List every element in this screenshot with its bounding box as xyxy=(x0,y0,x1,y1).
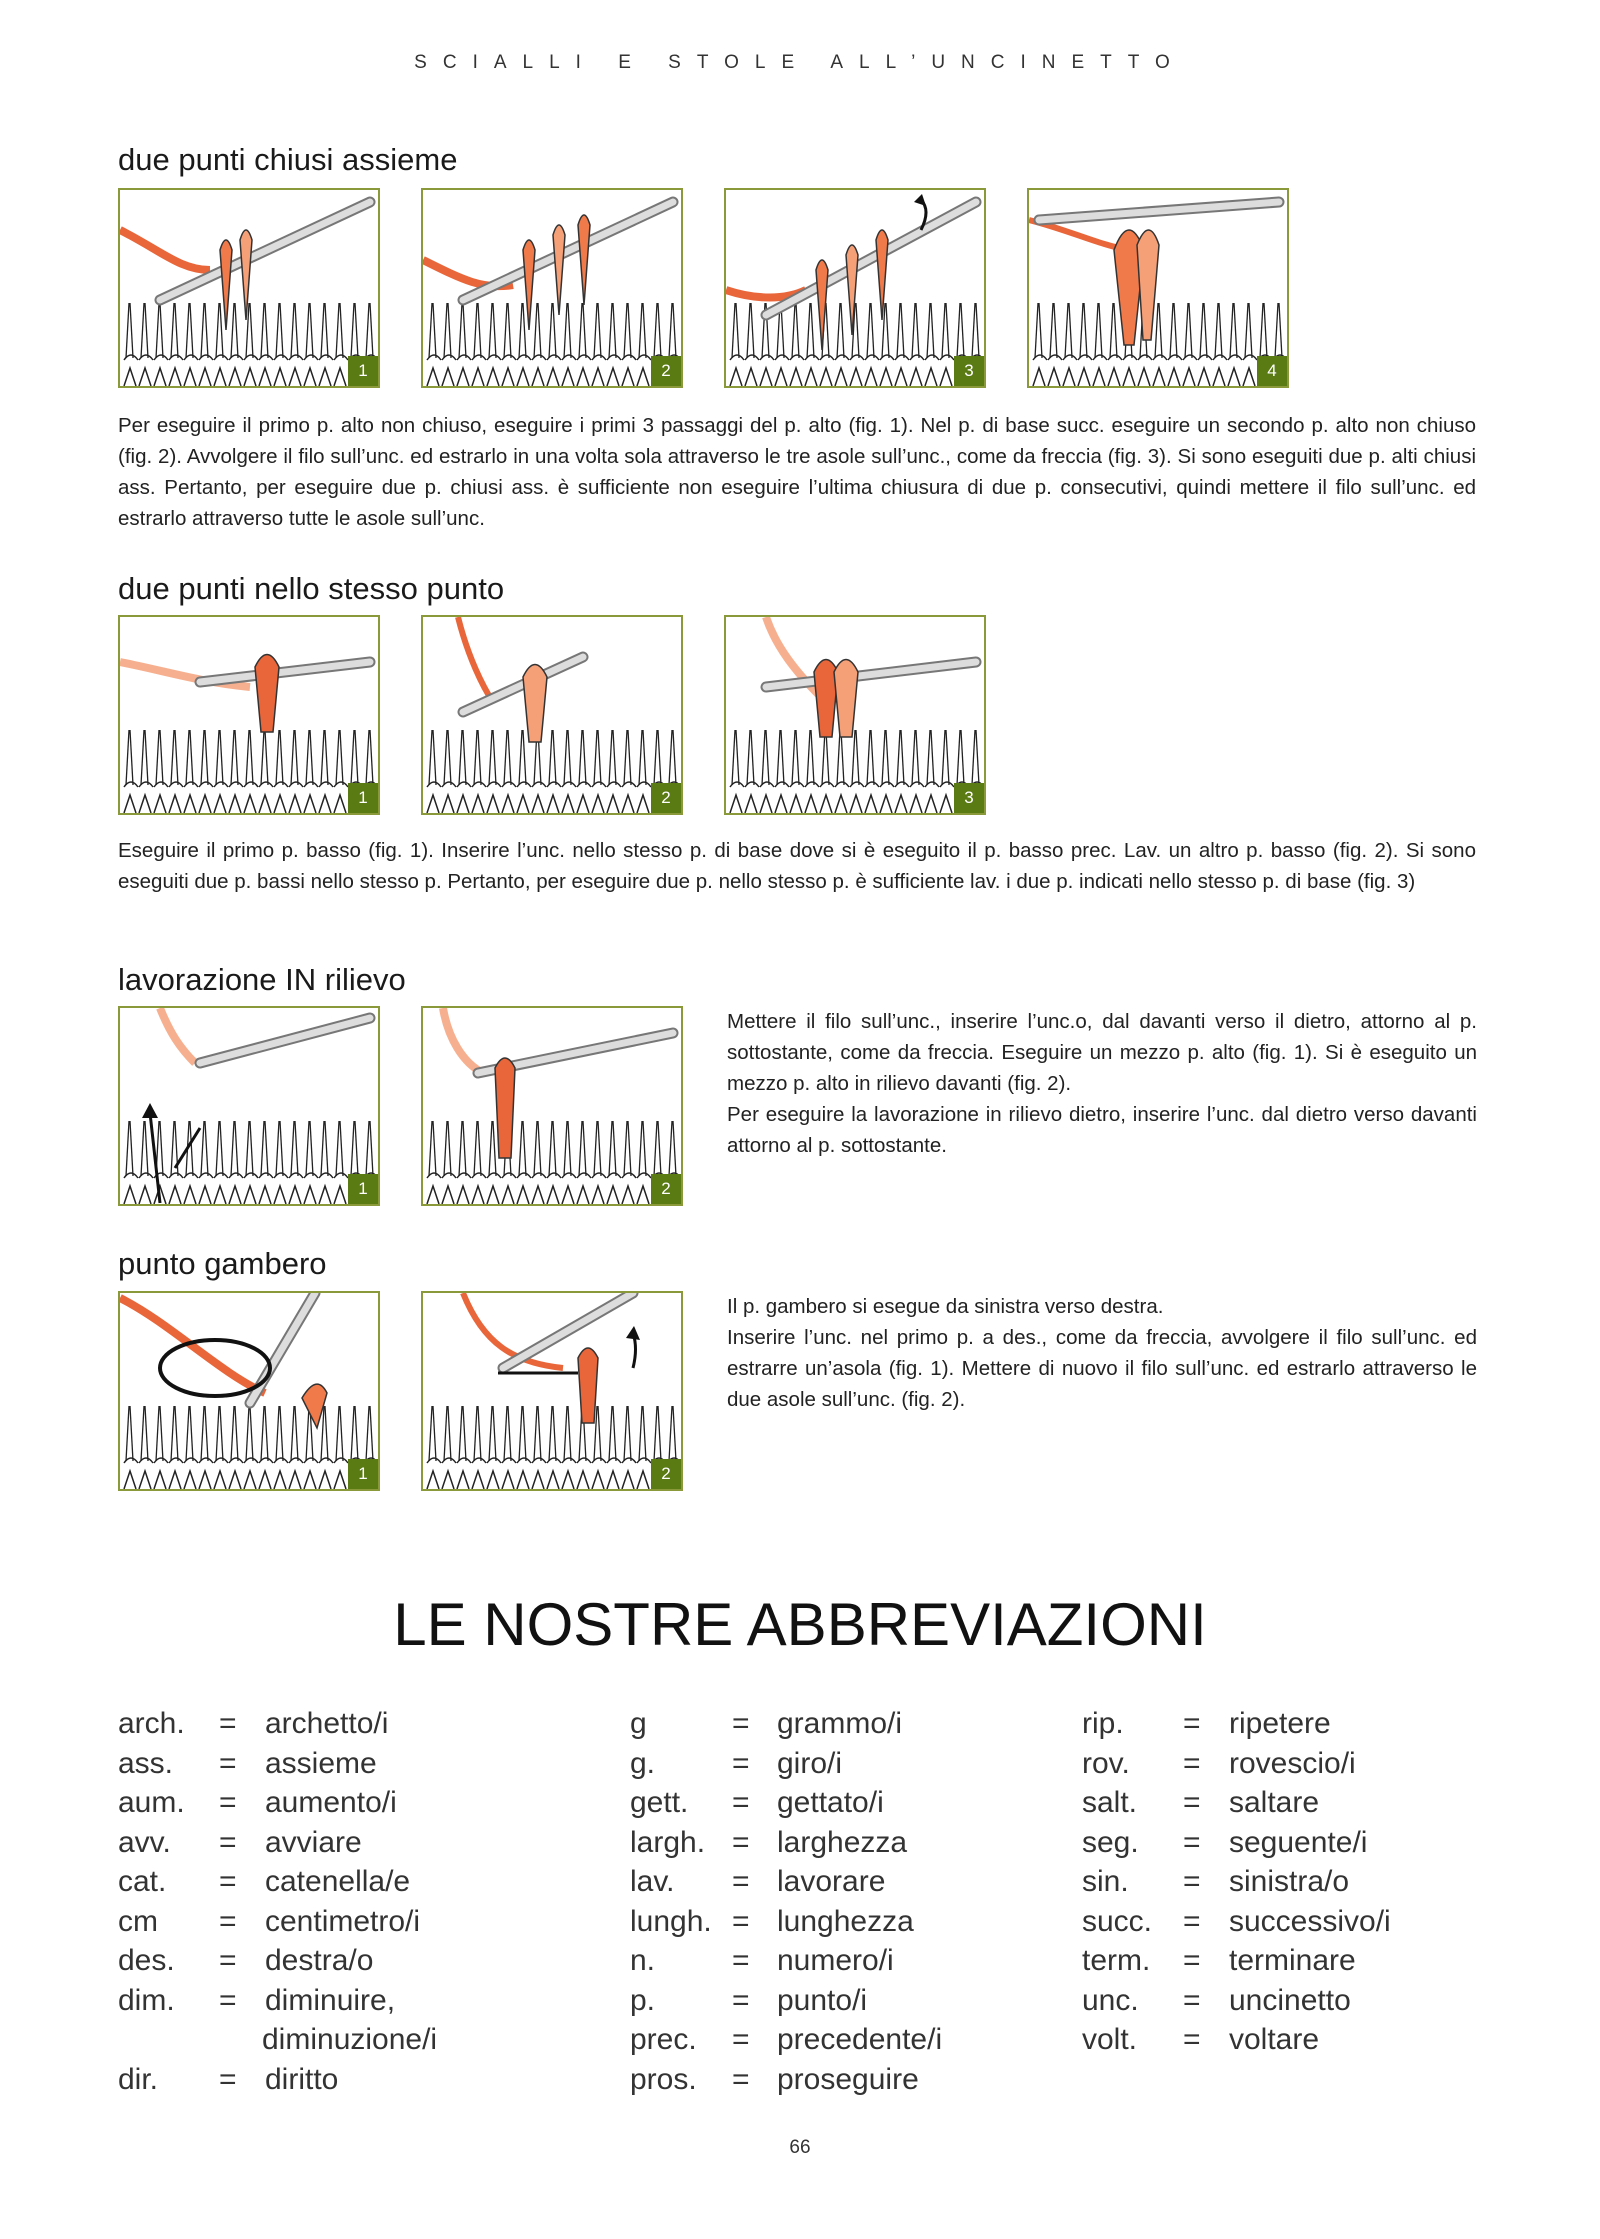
abbreviation-term: cm xyxy=(118,1904,158,1938)
figure-stesso-3 xyxy=(724,615,986,815)
crochet-illustration xyxy=(726,617,986,815)
crochet-illustration xyxy=(423,190,683,388)
abbreviation-meaning: voltare xyxy=(1229,2023,1320,2056)
abbreviation-equals: = xyxy=(1183,1865,1201,1898)
abbreviation-meaning: catenella/e xyxy=(265,1865,411,1898)
abbreviation-meaning: giro/i xyxy=(777,1746,843,1780)
abbreviation-equals: = xyxy=(219,1865,237,1898)
abbreviation-meaning: gettato/i xyxy=(777,1786,884,1819)
abbreviation-row xyxy=(118,1786,498,1826)
abbreviation-meaning: sinistra/o xyxy=(1229,1865,1350,1898)
abbreviation-equals: = xyxy=(219,1944,237,1977)
abbreviation-equals: = xyxy=(732,1825,750,1859)
abbreviation-meaning: punto/i xyxy=(777,1983,868,2017)
figure-number: 1 xyxy=(348,1459,378,1489)
abbreviation-equals: = xyxy=(1183,1904,1201,1938)
abbreviation-term: gett. xyxy=(630,1786,689,1819)
abbreviation-row xyxy=(118,2063,498,2103)
abbreviation-equals: = xyxy=(732,2023,750,2056)
figure-chiusi-1 xyxy=(118,188,380,388)
section-title-gambero: punto gambero xyxy=(118,1246,327,1281)
abbreviation-row xyxy=(1082,1747,1482,1787)
figure-chiusi-4 xyxy=(1027,188,1289,388)
abbreviation-term: n. xyxy=(630,1944,656,1977)
figure-chiusi-2 xyxy=(421,188,683,388)
abbreviation-row xyxy=(1082,1865,1482,1905)
abbreviation-equals: = xyxy=(1183,1944,1201,1977)
abbreviation-meaning: terminare xyxy=(1229,1944,1356,1977)
abbreviation-meaning: assieme xyxy=(265,1746,377,1780)
abbreviation-equals: = xyxy=(732,1983,750,2017)
abbreviation-row xyxy=(630,1865,1010,1905)
abbreviation-meaning: successivo/i xyxy=(1229,1904,1391,1938)
abbreviation-equals: = xyxy=(219,1746,237,1780)
abbreviation-term: lav. xyxy=(630,1865,675,1898)
abbreviation-term: unc. xyxy=(1082,1983,1139,2017)
paragraph-rilievo-2: Per eseguire la lavorazione in rilievo dietro, inserire l’unc. dal dietro verso davanti attorno al p. sottostante. xyxy=(727,1103,1477,1157)
abbreviation-equals: = xyxy=(219,2062,237,2096)
abbreviation-term: rov. xyxy=(1082,1746,1130,1780)
abbreviation-equals: = xyxy=(1183,1983,1201,2017)
figure-number: 4 xyxy=(1257,356,1287,386)
abbreviation-row xyxy=(1082,1984,1482,2024)
paragraph-stesso-punto: Eseguire il primo p. basso (fig. 1). Inserire l’unc. nello stesso p. di base dove si è eseguito il p. basso prec. Lav. un altro p. basso (fig. 2). Si sono eseguiti due p. bassi nello stesso p. Pertanto, per eseguire due p. nello stesso p. è sufficiente lav. i due p. indicati nello stesso p. di base (fig. 3) xyxy=(118,839,1476,893)
figure-number: 1 xyxy=(348,783,378,813)
abbreviation-equals: = xyxy=(1183,2023,1201,2056)
paragraph-chiusi-assieme: Per eseguire il primo p. alto non chiuso, eseguire i primi 3 passaggi del p. alto (fig. 1). Nel p. di base succ. eseguire un secondo p. alto non chiuso (fig. 2). Avvolgere il filo sull’unc. ed estrarlo in una volta sola attraverso le tre asole sull’unc., come da freccia (fig. 3). Si sono eseguiti due p. alti chiusi ass. Pertanto, per eseguire due p. chiusi ass. è sufficiente non eseguire l’ultima chiusura di due p. consecutivi, quindi mettere il filo sull’unc. ed estrarlo attraverso tutte le asole sull’unc. xyxy=(118,414,1476,530)
abbreviation-term: aum. xyxy=(118,1786,185,1819)
abbreviation-term: arch. xyxy=(118,1707,185,1740)
figure-number: 1 xyxy=(348,356,378,386)
abbreviation-equals: = xyxy=(219,1825,237,1859)
abbreviation-meaning: proseguire xyxy=(777,2062,919,2096)
abbreviation-meaning: lunghezza xyxy=(777,1904,914,1938)
abbreviation-term: rip. xyxy=(1082,1707,1124,1740)
abbreviation-term: p. xyxy=(630,1983,656,2017)
abbreviation-equals: = xyxy=(1183,1825,1201,1859)
abbreviations-column-2 xyxy=(630,1707,1010,2102)
abbreviation-equals: = xyxy=(1183,1746,1201,1780)
paragraph-rilievo-1: Mettere il filo sull’unc., inserire l’unc.o, dal davanti verso il dietro, attorno al p. sottostante, come da freccia. Eseguire un mezzo p. alto (fig. 1). Si è eseguito un mezzo p. alto in rilievo davanti (fig. 2). xyxy=(727,1010,1477,1095)
abbreviation-row xyxy=(1082,2023,1482,2063)
abbreviation-equals: = xyxy=(219,1786,237,1819)
abbreviation-row xyxy=(1082,1786,1482,1826)
abbreviation-row xyxy=(630,1944,1010,1984)
abbreviation-term: des. xyxy=(118,1944,175,1977)
crochet-illustration xyxy=(423,1293,683,1491)
figure-stesso-2 xyxy=(421,615,683,815)
abbreviation-row xyxy=(630,2063,1010,2103)
abbreviation-term: largh. xyxy=(630,1825,706,1859)
abbreviation-meaning: destra/o xyxy=(265,1944,374,1977)
abbreviation-equals: = xyxy=(732,1865,750,1898)
abbreviation-row xyxy=(1082,1826,1482,1866)
text-gambero xyxy=(727,1291,1477,1415)
abbreviation-meaning: precedente/i xyxy=(777,2023,943,2056)
figure-number: 2 xyxy=(651,1459,681,1489)
abbreviation-meaning: lavorare xyxy=(777,1865,886,1898)
abbreviation-term: pros. xyxy=(630,2062,697,2096)
figure-number: 3 xyxy=(954,356,984,386)
figure-number: 2 xyxy=(651,1174,681,1204)
figure-chiusi-3 xyxy=(724,188,986,388)
abbreviation-meaning: grammo/i xyxy=(777,1707,903,1740)
abbreviation-equals: = xyxy=(219,1904,237,1938)
abbreviation-meaning: archetto/i xyxy=(265,1707,389,1740)
abbreviation-term: salt. xyxy=(1082,1786,1138,1819)
paragraph-gambero-1: Il p. gambero si esegue da sinistra verso destra. xyxy=(727,1295,1164,1318)
abbreviation-term: prec. xyxy=(630,2023,697,2056)
running-header: SCIALLI E STOLE ALL’UNCINETTO xyxy=(414,52,1186,73)
abbreviation-row xyxy=(630,1984,1010,2024)
figure-number: 2 xyxy=(651,783,681,813)
figure-gambero-1 xyxy=(118,1291,380,1491)
abbreviation-equals: = xyxy=(732,1944,750,1977)
crochet-illustration xyxy=(1029,190,1289,388)
abbreviation-row xyxy=(630,1707,1010,1747)
crochet-illustration xyxy=(423,1008,683,1206)
figure-number: 2 xyxy=(651,356,681,386)
abbreviation-term: ass. xyxy=(118,1746,174,1780)
abbreviation-equals: = xyxy=(732,1707,750,1740)
abbreviation-equals: = xyxy=(1183,1707,1201,1740)
abbreviation-row xyxy=(118,1826,498,1866)
abbreviation-meaning: saltare xyxy=(1229,1786,1320,1819)
figure-rilievo-1 xyxy=(118,1006,380,1206)
abbreviations-title: LE NOSTRE ABBREVIAZIONI xyxy=(393,1591,1207,1658)
figure-rilievo-2 xyxy=(421,1006,683,1206)
section-title-due-punti-chiusi: due punti chiusi assieme xyxy=(118,142,458,177)
abbreviation-term: seg. xyxy=(1082,1825,1139,1859)
abbreviation-row xyxy=(630,1826,1010,1866)
crochet-illustration xyxy=(120,1293,380,1491)
abbreviation-term: g xyxy=(630,1707,647,1740)
abbreviation-meaning: numero/i xyxy=(777,1944,894,1977)
abbreviation-meaning: avviare xyxy=(265,1825,362,1859)
abbreviation-row xyxy=(630,1786,1010,1826)
abbreviation-meaning: larghezza xyxy=(777,1825,908,1859)
abbreviation-term: dim. xyxy=(118,1983,175,2017)
figure-number: 3 xyxy=(954,783,984,813)
crochet-illustration xyxy=(423,617,683,815)
page-number: 66 xyxy=(789,2137,811,2158)
figure-number: 1 xyxy=(348,1174,378,1204)
abbreviation-equals: = xyxy=(219,1707,237,1740)
abbreviation-row xyxy=(630,2023,1010,2063)
abbreviation-equals: = xyxy=(732,1904,750,1938)
abbreviation-row xyxy=(118,1984,498,2024)
abbreviation-term: volt. xyxy=(1082,2023,1138,2056)
abbreviation-term: g. xyxy=(630,1746,656,1780)
paragraph-gambero-2: Inserire l’unc. nel primo p. a des., come da freccia, avvolgere il filo sull’unc. ed estrarre un’asola (fig. 1). Mettere di nuovo il filo sull’unc. ed estrarlo attraverso le due asole sull’unc. (fig. 2). xyxy=(727,1326,1477,1411)
figure-gambero-2 xyxy=(421,1291,683,1491)
text-rilievo xyxy=(727,1006,1477,1161)
abbreviation-term: dir. xyxy=(118,2062,159,2096)
section-title-stesso-punto: due punti nello stesso punto xyxy=(118,571,505,606)
abbreviation-meaning: rovescio/i xyxy=(1229,1746,1356,1780)
abbreviation-row xyxy=(1082,1707,1482,1747)
abbreviation-row xyxy=(630,1905,1010,1945)
abbreviation-term: lungh. xyxy=(630,1904,712,1938)
abbreviation-row xyxy=(118,1944,498,1984)
abbreviation-meaning: diminuire, xyxy=(265,1983,396,2017)
abbreviation-term: sin. xyxy=(1082,1865,1129,1898)
crochet-illustration xyxy=(120,1008,380,1206)
abbreviation-row xyxy=(118,1865,498,1905)
abbreviation-row xyxy=(118,1747,498,1787)
abbreviation-meaning: uncinetto xyxy=(1229,1983,1351,2017)
abbreviation-term: term. xyxy=(1082,1944,1151,1977)
abbreviation-equals: = xyxy=(219,1983,237,2017)
abbreviation-meaning: seguente/i xyxy=(1229,1825,1368,1859)
abbreviation-term: cat. xyxy=(118,1865,167,1898)
abbreviation-meaning: aumento/i xyxy=(265,1786,397,1819)
abbreviation-term: succ. xyxy=(1082,1904,1153,1938)
abbreviation-term: avv. xyxy=(118,1825,171,1859)
abbreviation-row xyxy=(118,2023,498,2063)
abbreviation-meaning: ripetere xyxy=(1229,1707,1331,1740)
crochet-illustration xyxy=(120,190,380,388)
abbreviation-meaning: diminuzione/i xyxy=(262,2023,438,2056)
abbreviations-column-1 xyxy=(118,1707,498,2102)
figure-stesso-1 xyxy=(118,615,380,815)
abbreviation-meaning: centimetro/i xyxy=(265,1904,421,1938)
section-title-rilievo: lavorazione IN rilievo xyxy=(118,962,406,997)
abbreviation-equals: = xyxy=(732,1746,750,1780)
abbreviation-row xyxy=(118,1707,498,1747)
abbreviation-row xyxy=(1082,1944,1482,1984)
abbreviation-equals: = xyxy=(732,1786,750,1819)
crochet-illustration xyxy=(726,190,986,388)
abbreviation-meaning: diritto xyxy=(265,2062,339,2096)
crochet-illustration xyxy=(120,617,380,815)
abbreviation-equals: = xyxy=(732,2062,750,2096)
abbreviation-row xyxy=(118,1905,498,1945)
abbreviation-row xyxy=(630,1747,1010,1787)
abbreviation-equals: = xyxy=(1183,1786,1201,1819)
abbreviation-row xyxy=(1082,1905,1482,1945)
abbreviations-column-3 xyxy=(1082,1707,1482,2063)
